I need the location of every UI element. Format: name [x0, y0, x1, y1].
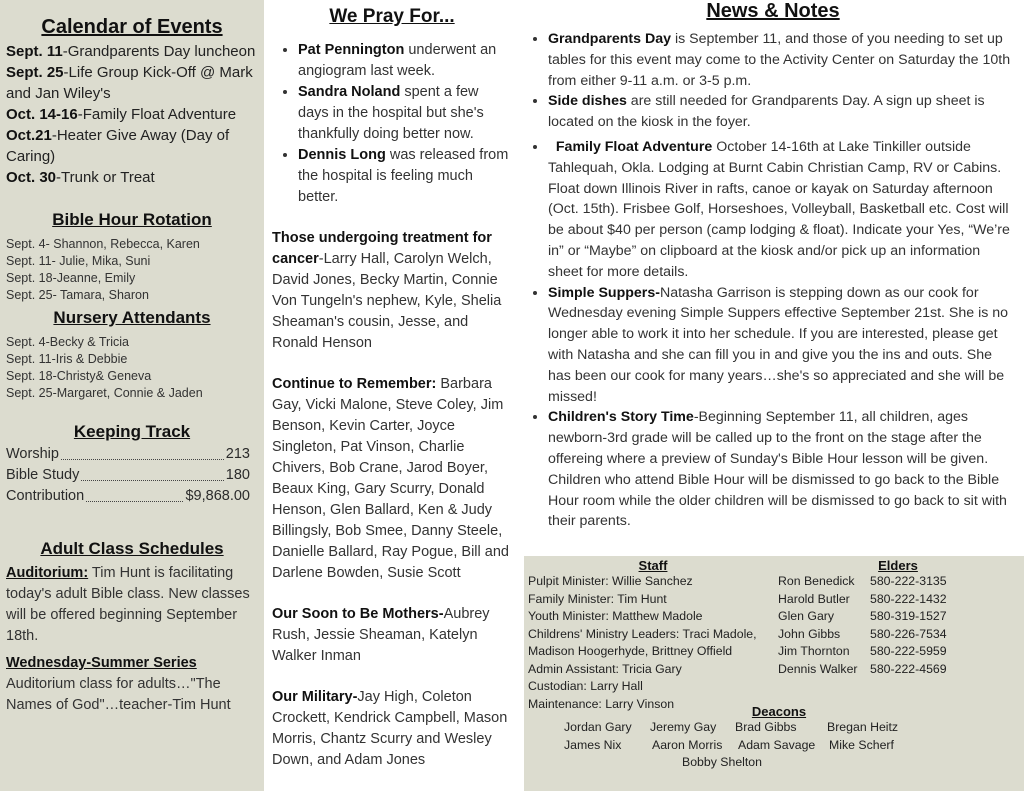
elder-phone: 580-319-1527 — [870, 609, 947, 623]
elder-row — [778, 626, 1018, 644]
list-item — [298, 40, 512, 82]
deacon-name: Bobby Shelton — [682, 755, 762, 769]
news-text: is September 11, and those of you needing to set up tables for this event may come to the Activity Center on Saturday the 10th from either 9-11 a.m. or 3-5 p.m. — [548, 31, 1011, 89]
elder-phone: 580-222-3135 — [870, 574, 947, 588]
list-item: Sept. 11- Julie, Mika, Suni — [6, 254, 151, 268]
elder-name: Glen Gary — [778, 609, 835, 623]
auditorium-label: Auditorium: — [6, 565, 89, 581]
pray-name: Dennis Long — [298, 147, 386, 163]
deacons-title: Deacons — [751, 704, 807, 719]
elders-title: Elders — [878, 558, 918, 573]
staff-item: Childrens' Ministry Leaders: Traci Madole, — [528, 626, 757, 641]
cancer-text: -Larry Hall, Carolyn Welch, David Jones, Becky Martin, Connie Von Tungeln's nephew, Kyle, Shelia Sheaman's cousin, Jesse, and Ronald Henson — [272, 251, 502, 351]
list-item: Sept. 11-Iris & Debbie — [6, 352, 128, 366]
news-item — [548, 407, 1018, 532]
staff-item: Family Minister: Tim Hunt — [528, 591, 667, 606]
track-value: 213 — [225, 446, 250, 462]
event-date: Sept. 11 — [6, 43, 63, 60]
remember-text: Barbara Gay, Vicki Malone, Steve Coley, Jim Benson, Kevin Carter, Joyce Singleton, Pat Vinson, Charlie Chivers, Bob Crane, Jarod Boyer, Beaux King, Gary Scurry, Donald Henson, Glen Ballard, Ken & Judy Billingsly, Bob Smee, Danny Steele, Danielle Ballard, Ray Pogue, Bill and Darlene Bowden, Susie Scott — [272, 376, 509, 581]
mothers-text: Aubrey Rush, Jessie Sheaman, Katelyn Walker Inman — [272, 606, 490, 664]
deacons-row — [524, 754, 1024, 772]
right-column — [522, 0, 1024, 791]
staff-block — [528, 558, 778, 713]
mothers-paragraph — [272, 604, 512, 667]
staff-item: Youth Minister: Matthew Madole — [528, 609, 703, 623]
elder-row — [778, 643, 1018, 661]
pray-text: was released from the hospital is feeling much better. — [298, 147, 509, 205]
nursery-title: Nursery Attendants — [53, 308, 211, 327]
wednesday-paragraph — [6, 653, 258, 716]
left-column — [0, 0, 264, 791]
elder-row — [778, 608, 1018, 626]
pray-name: Sandra Noland — [298, 84, 401, 100]
staff-item: Maintenance: Larry Vinson — [528, 696, 675, 711]
elder-name: Ron Benedick — [778, 574, 855, 588]
remember-label: Continue to Remember: — [272, 376, 437, 392]
bible-hour-list — [6, 236, 258, 304]
track-label: Bible Study — [6, 467, 80, 483]
elder-phone: 580-226-7534 — [870, 626, 947, 641]
news-head: Side dishes — [548, 93, 627, 110]
news-item — [548, 283, 1018, 408]
list-item: Sept. 18-Christy& Geneva — [6, 369, 152, 383]
deacon-name: Brad Gibbs — [735, 720, 797, 734]
auditorium-text: Tim Hunt is facilitating today's adult Bible class. New classes will be offered beginning September 18th. — [6, 565, 250, 644]
wednesday-label: Wednesday-Summer Series — [6, 655, 197, 671]
deacon-name: Aaron Morris — [652, 737, 723, 752]
track-value: $9,868.00 — [185, 488, 250, 504]
news-text: October 14-16th at Lake Tinkiller outside Tahlequah, Okla. Lodging at Burnt Cabin Christian Camp, RV or Cabins. Float down Illinois River in rafts, canoe or kayak on Saturday afternoon (Oct. 15th). Frisbee Golf, Horseshoes, Volleyball, Basketball etc. Cost will be about $40 per person (camp lodging & float). Indicate your Yes, “We’re in” or “Maybe” on clipboard at the kiosk and/or pick up an information sheet for more details. — [548, 138, 1010, 280]
track-row — [6, 465, 250, 486]
calendar-title: Calendar of Events — [41, 16, 223, 38]
elder-phone: 580-222-5959 — [870, 644, 947, 658]
list-item: Sept. 25- Tamara, Sharon — [6, 288, 149, 302]
staff-item: Admin Assistant: Tricia Gary — [528, 661, 682, 676]
elders-block — [778, 558, 1018, 678]
calendar-event — [6, 62, 258, 104]
staff-item: Custodian: Larry Hall — [528, 679, 643, 693]
elder-row — [778, 573, 1018, 591]
cancer-label: Those undergoing treatment for cancer — [272, 230, 492, 267]
elder-name: Harold Butler — [778, 591, 850, 606]
news-section — [522, 0, 1024, 556]
list-item — [298, 82, 512, 145]
news-text: Natasha Garrison is stepping down as our cook for Wednesday evening Simple Suppers effective September 21st. She is no longer able to work it into her schedule. If you are interested, please get with Natasha and she can fill you in and give you the ins and outs. She has been our cook for many years…she's so appreciated and she will be missed! — [548, 284, 1009, 405]
calendar-event — [6, 125, 258, 167]
deacons-block — [524, 704, 1024, 772]
elder-name: John Gibbs — [778, 626, 841, 641]
bible-hour-title: Bible Hour Rotation — [52, 210, 212, 229]
news-text: -Beginning September 11, all children, ages newborn-3rd grade will be called up to the front on the stage after the offereing where a preview of Sunday's Bible Hour lesson will be given. Children who attend Bible Hour will be dismissed to go back to the Bible Hour room while the older children will be dismissed to go back to sit with their parents. — [548, 409, 1007, 530]
elder-row — [778, 661, 1018, 679]
news-head: Family Float Adventure — [548, 138, 713, 155]
deacon-name: Adam Savage — [738, 737, 816, 752]
list-item: Sept. 4-Becky & Tricia — [6, 335, 129, 349]
list-item: Sept. 4- Shannon, Rebecca, Karen — [6, 237, 200, 251]
deacon-name: Jeremy Gay — [650, 720, 717, 734]
military-text: Jay High, Coleton Crockett, Kendrick Campbell, Mason Morris, Chantz Scurry and Wesley Down, and Adam Jones — [272, 689, 508, 768]
wednesday-text: Auditorium class for adults…"The Names of God"…teacher-Tim Hunt — [6, 676, 231, 713]
event-desc: -Heater Give Away (Day of Caring) — [6, 127, 230, 165]
pray-title: We Pray For... — [329, 6, 455, 27]
news-item — [548, 91, 1018, 133]
track-label: Contribution — [6, 488, 85, 504]
track-row — [6, 444, 250, 465]
nursery-list — [6, 334, 258, 402]
elder-row — [778, 591, 1018, 609]
news-head: Grandparents Day — [548, 31, 671, 47]
event-desc: -Trunk or Treat — [56, 169, 155, 186]
deacon-name: Mike Scherf — [829, 737, 894, 752]
calendar-events — [6, 41, 258, 188]
auditorium-paragraph — [6, 563, 258, 647]
military-label: Our Military- — [272, 689, 358, 705]
deacon-name: James Nix — [564, 737, 622, 752]
remember-paragraph — [272, 374, 512, 584]
staff-section — [524, 556, 1024, 791]
elder-name: Dennis Walker — [778, 661, 858, 676]
staff-item: Pulpit Minister: Willie Sanchez — [528, 574, 693, 588]
calendar-event — [6, 41, 258, 62]
event-desc: -Life Group Kick-Off @ Mark and Jan Wiley's — [6, 64, 253, 102]
track-row — [6, 486, 250, 507]
news-head: Children's Story Time — [548, 409, 694, 426]
mothers-label: Our Soon to Be Mothers- — [272, 606, 444, 622]
pray-list — [272, 40, 512, 208]
elder-phone: 580-222-1432 — [870, 591, 947, 606]
list-item: Sept. 25-Margaret, Connie & Jaden — [6, 386, 203, 400]
staff-title: Staff — [638, 558, 668, 573]
pray-name: Pat Pennington — [298, 42, 405, 58]
elder-name: Jim Thornton — [778, 644, 850, 658]
list-item: Sept. 18-Jeanne, Emily — [6, 271, 136, 285]
event-date: Oct.21 — [6, 127, 52, 144]
deacon-name: Bregan Heitz — [827, 720, 899, 734]
track-label: Worship — [6, 446, 59, 462]
event-date: Oct. 30 — [6, 169, 57, 186]
deacons-row — [524, 737, 1024, 755]
pray-text: underwent an angiogram last week. — [298, 42, 497, 79]
news-text: are still needed for Grandparents Day. A sign up sheet is located on the kiosk in the foyer. — [548, 93, 985, 131]
event-desc: -Family Float Adventure — [77, 106, 237, 123]
keeping-track-list — [6, 444, 258, 507]
deacons-row — [524, 719, 1024, 737]
news-head: Simple Suppers- — [548, 284, 660, 301]
middle-column — [264, 0, 522, 791]
deacon-name: Jordan Gary — [564, 720, 632, 734]
news-item — [548, 137, 1018, 283]
event-desc: -Grandparents Day luncheon — [62, 43, 256, 60]
pray-text: spent a few days in the hospital but she's thankfully doing better now. — [298, 84, 484, 142]
news-title: News & Notes — [706, 0, 840, 22]
list-item — [298, 145, 512, 208]
track-value: 180 — [225, 467, 250, 483]
elder-phone: 580-222-4569 — [870, 661, 947, 676]
event-date: Sept. 25 — [6, 64, 64, 81]
staff-item: Madison Hoogerhyde, Brittney Offield — [528, 644, 733, 658]
adult-class-title: Adult Class Schedules — [40, 539, 224, 558]
calendar-event — [6, 167, 258, 188]
military-paragraph — [272, 687, 512, 771]
news-list — [528, 29, 1018, 532]
cancer-paragraph — [272, 228, 512, 354]
keeping-track-title: Keeping Track — [73, 422, 191, 441]
news-item — [548, 29, 1018, 91]
calendar-event — [6, 104, 258, 125]
event-date: Oct. 14-16 — [6, 106, 78, 123]
